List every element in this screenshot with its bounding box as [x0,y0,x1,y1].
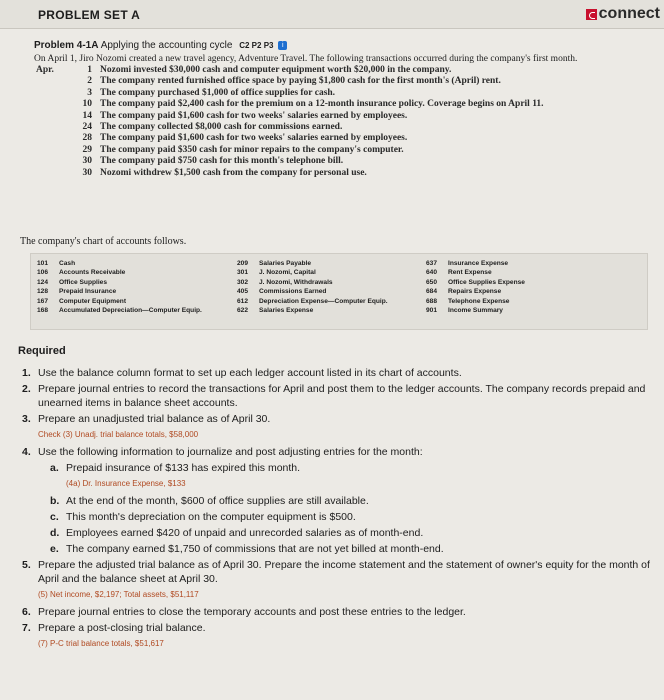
problem-heading [34,40,654,53]
connect-logo-icon [586,9,597,20]
check-figure: (7) P-C trial balance totals, $51,617 [38,639,164,648]
transaction-row [34,156,654,167]
required-item-text: Prepare journal entries to close the temporary accounts and post these entries to the ledger. [38,606,466,618]
account-number: 167 [37,297,49,305]
required-item-key: 6. [22,606,31,618]
account-row [426,288,525,297]
account-name: Telephone Expense [448,297,510,305]
account-row [237,307,388,316]
required-item [20,494,660,508]
required-item-text: The company earned $1,750 of commissions that are not yet billed at month-end. [66,543,444,555]
check-figure: (4a) Dr. Insurance Expense, $133 [66,479,186,488]
chart-of-accounts [30,253,648,330]
transaction-row [34,65,654,76]
transaction-day: 10 [82,99,92,110]
transaction-day: 30 [82,156,92,167]
transaction-month: Apr. [36,65,54,75]
problem-block [34,40,654,179]
account-name: Office Supplies [59,278,107,286]
account-row [237,298,388,307]
required-item-text: Use the balance column format to set up each ledger account listed in its chart of accounts. [38,367,462,379]
account-row [37,269,202,278]
account-name: Prepaid Insurance [59,288,117,296]
transaction-row [34,145,654,156]
chart-of-accounts-caption: The company's chart of accounts follows. [20,236,187,247]
account-row [426,298,525,307]
account-number: 168 [37,306,49,314]
transaction-date [34,111,92,122]
required-item-text: Use the following information to journalize and post adjusting entries for the month: [38,446,423,458]
transaction-text: The company paid $750 cash for this month's telephone bill. [100,156,344,167]
account-number: 101 [37,260,49,267]
check-figure: (5) Net income, $2,197; Total assets, $51,117 [38,590,199,599]
transaction-day: 14 [82,110,92,121]
account-number: 901 [426,306,438,314]
transaction-date [34,133,92,144]
accounts-column-2 [237,260,388,316]
required-item-key: 5. [22,559,31,571]
transaction-text: Nozomi withdrew $1,500 cash from the company for personal use. [100,167,367,178]
transaction-day: 29 [82,144,92,155]
transaction-row [34,76,654,87]
transaction-date [34,145,92,156]
account-row [237,279,388,288]
required-item-key: e. [50,543,59,555]
account-row [426,307,525,316]
connect-logo [586,5,660,23]
problem-number: Problem 4-1A [34,40,99,51]
transaction-row [34,111,654,122]
account-name: Rent Expense [448,269,492,277]
account-name: Income Summary [448,306,503,314]
required-item-text: At the end of the month, $600 of office supplies are still available. [66,495,369,507]
transaction-date [34,88,92,99]
transaction-day: 3 [87,87,92,98]
account-number: 301 [237,269,249,277]
account-row [37,298,202,307]
transaction-text: The company rented furnished office space by paying $1,800 cash for the first month's (April) rent. [100,76,501,87]
account-number: 128 [37,288,49,296]
transaction-day: 2 [87,76,92,87]
account-row [37,307,202,316]
required-list [20,366,660,654]
account-row [426,279,525,288]
transaction-text: The company paid $1,600 cash for two weeks' salaries earned by employees. [100,110,408,121]
account-name: Accumulated Depreciation—Computer Equip. [59,306,202,314]
required-item-text: Prepare journal entries to record the transactions for April and post them to the ledger accounts. The company records prepaid and unearned items in balance sheet accounts. [38,383,646,409]
transaction-text: The company paid $350 cash for minor repairs to the company's computer. [100,144,404,155]
account-name: Computer Equipment [59,297,127,305]
required-item [20,461,660,475]
required-item-text: This month's depreciation on the computer equipment is $500. [66,511,356,523]
account-row [237,288,388,297]
account-number: 124 [37,278,49,286]
problem-title: Applying the accounting cycle [100,40,233,51]
required-item-key: a. [50,462,59,474]
required-item [20,510,660,524]
required-item-text: Prepaid insurance of $133 has expired this month. [66,462,301,474]
account-number: 640 [426,269,438,277]
transaction-text: The company paid $2,400 cash for the premium on a 12-month insurance policy. Coverage begins on April 11. [100,99,544,110]
accounts-column-1 [37,260,202,316]
required-item [20,445,660,459]
account-number: 405 [237,288,249,296]
required-heading: Required [18,345,66,357]
account-name: Depreciation Expense—Computer Equip. [259,297,388,305]
connect-logo-text: connect [598,5,660,22]
account-number: 650 [426,278,438,286]
info-icon[interactable]: i [278,41,287,50]
account-name: Salaries Expense [259,306,314,314]
account-row [237,269,388,278]
account-number: 209 [237,260,249,267]
required-item-text: Employees earned $420 of unpaid and unrecorded salaries as of month-end. [66,527,424,539]
transaction-date [34,76,92,87]
account-row [37,288,202,297]
required-item-key: c. [50,511,59,523]
required-item-key: 7. [22,622,31,634]
transaction-row [34,88,654,99]
transaction-text: Nozomi invested $30,000 cash and computer equipment worth $20,000 in the company. [100,65,452,75]
account-name: Cash [59,260,76,267]
transaction-day: 24 [82,122,92,133]
transaction-row [34,122,654,133]
accounts-column-3 [426,260,525,316]
account-number: 688 [426,297,438,305]
required-item [20,558,660,586]
required-item [20,382,660,410]
transaction-day: 1 [87,65,92,75]
transaction-text: The company collected $8,000 cash for commissions earned. [100,122,343,133]
header-bar [0,0,664,29]
account-row [426,260,525,269]
page-title: PROBLEM SET A [38,8,141,22]
account-name: Office Supplies Expense [448,278,525,286]
transaction-day: 30 [82,167,92,178]
account-number: 612 [237,297,249,305]
required-item-text: Prepare an unadjusted trial balance as of April 30. [38,413,271,425]
problem-intro: On April 1, Jiro Nozomi created a new travel agency, Adventure Travel. The following transactions occurred during the company's first month. [34,53,578,64]
required-item [20,542,660,556]
account-name: J. Nozomi, Capital [259,269,316,277]
required-item-key: 4. [22,446,31,458]
account-row [237,260,388,269]
required-item-text: Prepare a post-closing trial balance. [38,622,206,634]
transaction-text: The company paid $1,600 cash for two weeks' salaries earned by employees. [100,133,408,144]
learning-objective-codes: C2 P2 P3 [239,41,274,50]
transaction-date [34,168,92,179]
account-number: 637 [426,260,438,267]
account-row [37,260,202,269]
transaction-date [34,156,92,167]
required-item-key: b. [50,495,60,507]
required-item [20,605,660,619]
transaction-day: 28 [82,133,92,144]
required-item-key: d. [50,527,60,539]
check-figure: Check (3) Unadj. trial balance totals, $58,000 [38,430,199,439]
account-name: Commissions Earned [259,288,327,296]
account-number: 106 [37,269,49,277]
account-row [37,279,202,288]
account-name: Repairs Expense [448,288,502,296]
transaction-text: The company purchased $1,000 of office supplies for cash. [100,87,336,98]
account-name: Insurance Expense [448,260,509,267]
transaction-date [34,99,92,110]
transactions-list [34,65,654,179]
required-item-key: 3. [22,413,31,425]
transaction-row [34,168,654,179]
account-name: Salaries Payable [259,260,312,267]
account-number: 622 [237,306,249,314]
required-item [20,526,660,540]
transaction-date [34,65,92,76]
transaction-row [34,133,654,144]
account-number: 684 [426,288,438,296]
required-item [20,412,660,426]
account-row [426,269,525,278]
required-item-key: 2. [22,383,31,395]
required-item [20,621,660,635]
required-item-key: 1. [22,367,31,379]
transaction-row [34,99,654,110]
required-item-text: Prepare the adjusted trial balance as of April 30. Prepare the income statement and the statement of owner's equity for the month of April and the balance sheet at April 30. [38,559,650,585]
required-item [20,366,660,380]
account-name: Accounts Receivable [59,269,126,277]
transaction-date [34,122,92,133]
account-name: J. Nozomi, Withdrawals [259,278,333,286]
account-number: 302 [237,278,249,286]
